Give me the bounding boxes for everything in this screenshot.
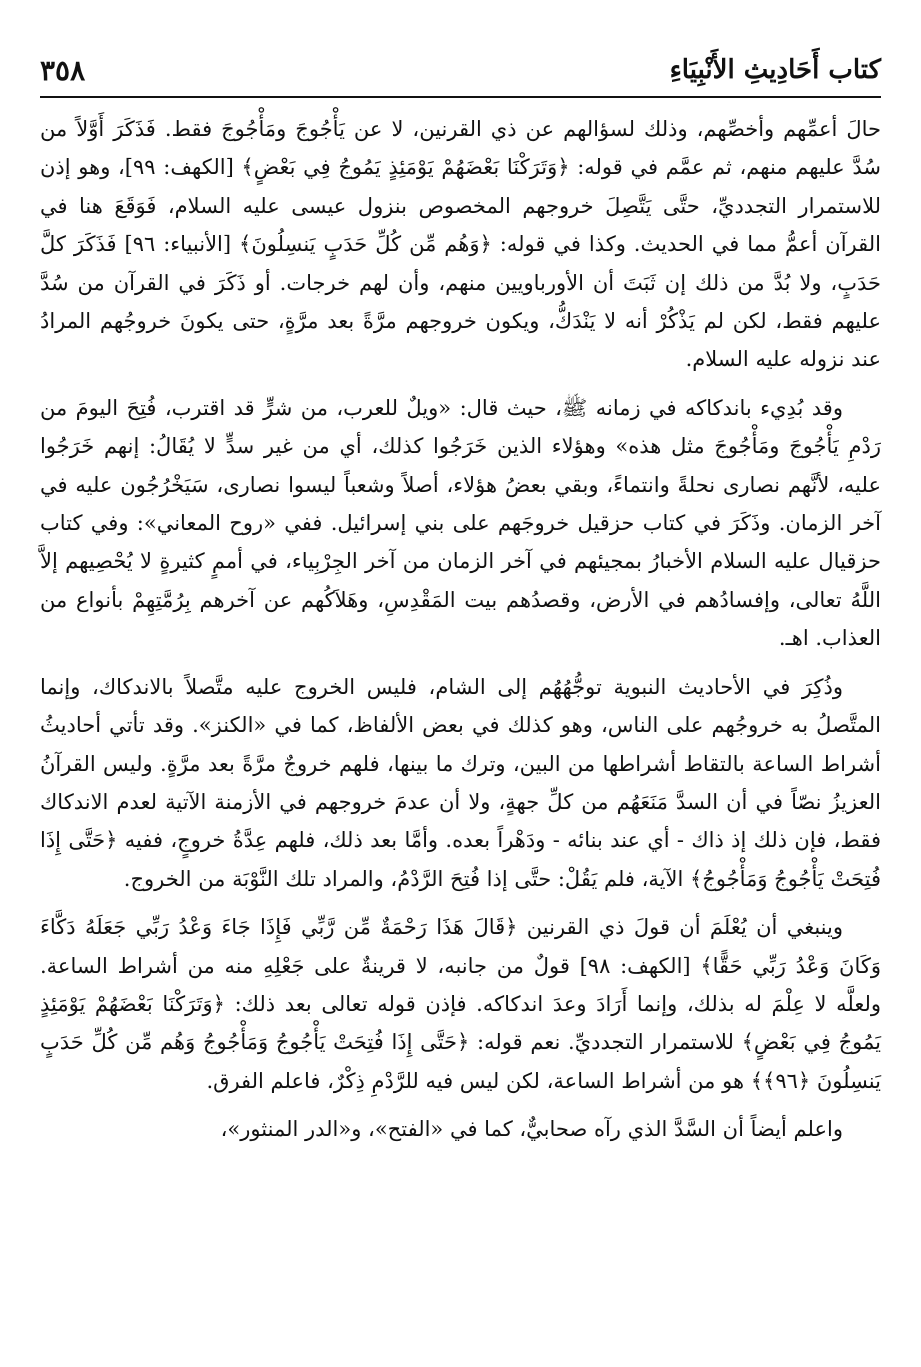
- page-number: ٣٥٨: [40, 53, 86, 87]
- header-divider: [40, 96, 881, 98]
- book-title: كتاب أَحَادِيثِ الأَنْبِيَاءِ: [669, 55, 881, 85]
- paragraph: وينبغي أن يُعْلَمَ أن قولَ ذي القرنين ﴿قَالَ هَذَا رَحْمَةٌ مِّن رَّبِّي فَإِذَا جَاءَ وَعْدُ رَبِّي جَعَلَهُ دَكَّاءَ وَكَانَ وَعْدُ رَبِّي حَقًّا﴾ [الكهف: ٩٨] قولٌ من جانبه، لا قرينةٌ على جَعْلِهِ منه من أشراط الساعة. ولعلَّه لا عِلْمَ له بذلك، وإنما أَرَادَ وعدَ اندكاكه. فإذن قوله تعالى بعد ذلك: ﴿وَتَرَكْنَا بَعْضَهُمْ يَوْمَئِذٍ يَمُوجُ فِي بَعْضٍ﴾ للاستمرار التجدديِّ. نعم قوله: ﴿حَتَّى إِذَا فُتِحَتْ يَأْجُوجُ وَمَأْجُوجُ وَهُم مِّن كُلِّ حَدَبٍ يَنسِلُونَ ﴿٩٦﴾﴾ هو من أشراط الساعة، لكن ليس فيه للرَّدْمِ ذِكْرٌ، فاعلم الفرق.: [40, 915, 881, 1093]
- body-text: [40, 110, 881, 1159]
- paragraph: واعلم أيضاً أن السَّدَّ الذي رآه صحابيٌّ، كما في «الفتح»، و«الدر المنثور»،: [220, 1117, 843, 1142]
- paragraph: وقد بُدِيء باندكاكه في زمانه ﷺ، حيث قال: «ويلٌ للعرب، من شرٍّ قد اقترب، فُتِحَ اليومَ من رَدْمِ يَأْجُوجَ ومَأْجُوجَ مثل هذه» وهؤلاء الذين خَرَجُوا كذلك، أي من غير سدٍّ لا يُقَالُ: إنهم خَرَجُوا عليه، لأنَّهم نصارى نحلةً وانتماءً، وبقي بعضُ هؤلاء، أصلاً وشعباً ليسوا نصارى، سَيَخْرُجُون عليه في آخر الزمان. وذَكَرَ في كتاب حزقيل خروجَهم على بني إسرائيل. ففي «روح المعاني»: وفي كتاب حزقيال عليه السلام الأخبارُ بمجيئهم في آخر الزمان من آخر الجِرْبِياء، في أممٍ كثيرةٍ لا يُحْصِيهم إلاَّ اللَّهُ تعالى، وإفسادُهم في الأرض، وقصدُهم بيت المَقْدِسِ، وهَلاَكُهم عن آخرهم بِرُمَّتِهِمْ بأنواع من العذاب. اهـ.: [40, 395, 881, 651]
- paragraph: وذُكِرَ في الأحاديث النبوية توجُّهُهُم إلى الشام، فليس الخروج عليه متَّصلاً بالاندكاك، وإنما المتَّصلُ به خروجُهم على الناس، وهو كذلك في بعض الألفاظ، كما في «الكنز». وقد تأتي أحاديثُ أشراط الساعة بالتقاط أشراطها من البين، وترك ما بينها، فلهم خروجٌ مرَّةً بعد مرَّةٍ. وليس القرآنُ العزيزُ نصّاً في أن السدَّ مَنَعَهُم من كلِّ جهةٍ، ولا أن عدمَ خروجهم في الأزمنة الآتية لعدم الاندكاك فقط، فإن ذلك إذ ذاك - أي عند بنائه - ودَهْراً بعده. وأمَّا بعد ذلك، فلهم عِدَّةُ خروجٍ، ففيه ﴿حَتَّى إِذَا فُتِحَتْ يَأْجُوجُ وَمَأْجُوجُ﴾ الآية، فلم يَقُلْ: حتَّى إذا فُتِحَ الرَّدْمُ، والمراد تلك النَّوْبَة من الخروج.: [40, 674, 881, 891]
- paragraph: حالَ أعمِّهم وأخصِّهم، وذلك لسؤالهم عن ذي القرنين، لا عن يَأْجُوجَ ومَأْجُوجَ فقط. فَذَكَرَ أَوَّلاً من سُدَّ عليهم منهم، ثم عمَّم في قوله: ﴿وَتَرَكْنَا بَعْضَهُمْ يَوْمَئِذٍ يَمُوجُ فِي بَعْضٍ﴾ [الكهف: ٩٩]، وهو إذن للاستمرار التجدديِّ، حتَّى يَتَّصِلَ خروجهم المخصوص بنزول عيسى عليه السلام، فَوَقَعَ هنا في القرآن أعمُّ مما في الحديث. وكذا في قوله: ﴿وَهُم مِّن كُلِّ حَدَبٍ يَنسِلُونَ﴾ [الأنبياء: ٩٦] فَذَكَرَ كلَّ حَدَبٍ، ولا بُدَّ من ذلك إن ثَبَتَ أن الأورباويين منهم، وأن لهم خرجات. أو ذَكَرَ في القرآن من سُدَّ عليهم فقط، لكن لم يَذْكُرْ أنه لا يَنْدَكُّ، ويكون خروجهم مرَّةً بعد مرَّةٍ، حتى يكونَ خروجُهم المرادُ عند نزوله عليه السلام.: [40, 117, 882, 372]
- running-head: [40, 46, 881, 94]
